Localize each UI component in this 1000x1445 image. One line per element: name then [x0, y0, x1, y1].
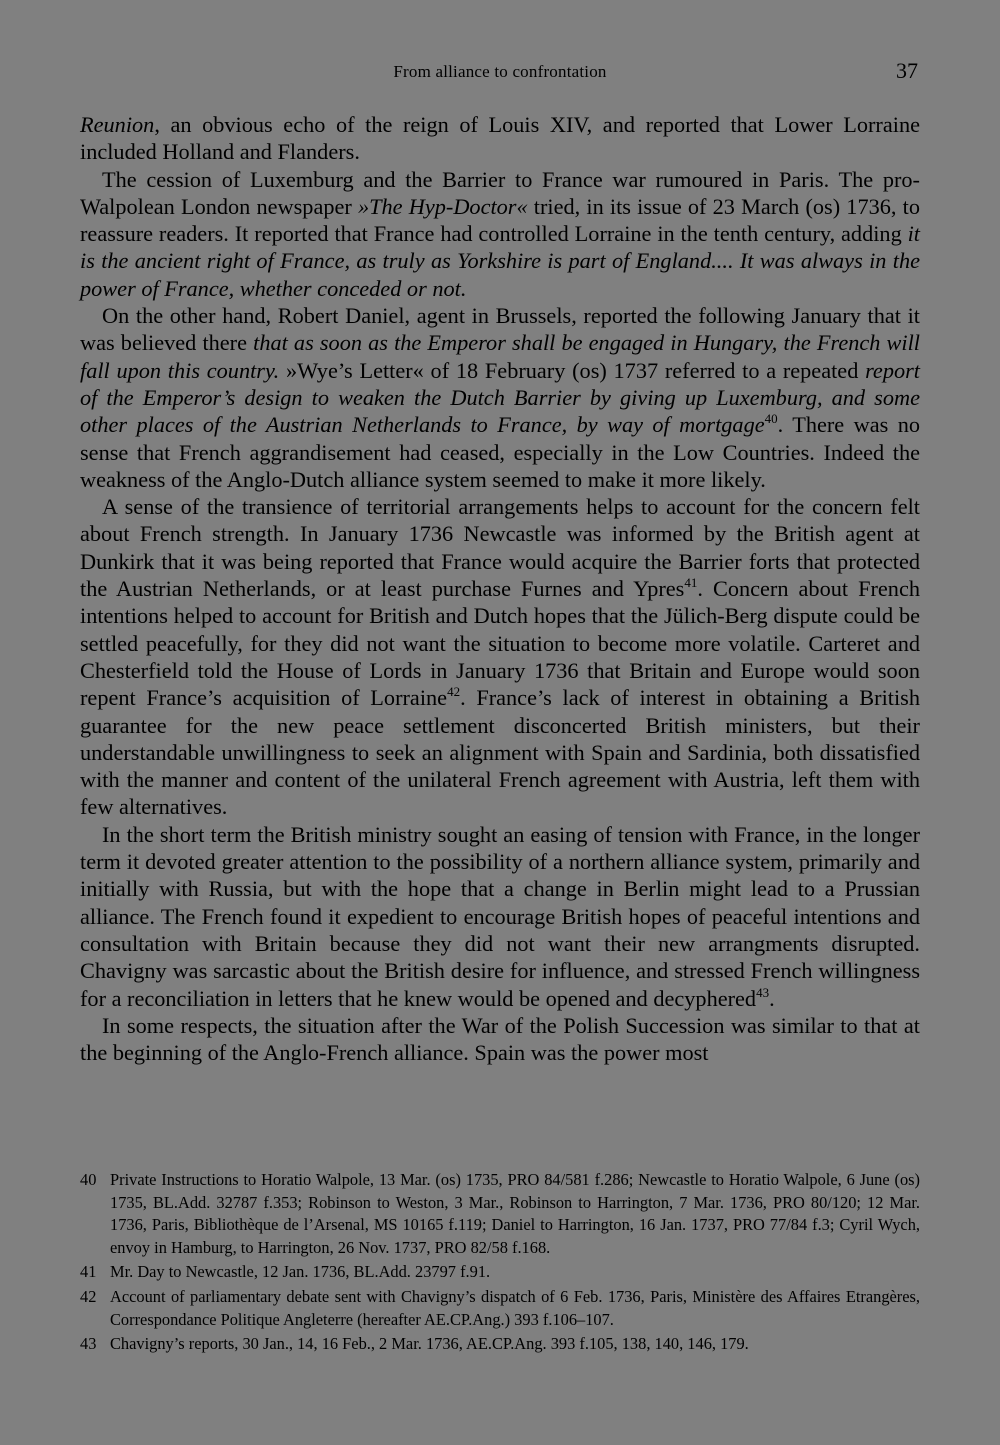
italic-text: »The Hyp-Doctor«: [357, 193, 528, 219]
footnote-text: Account of parliamentary debate sent with Chavigny’s dispatch of 6 Feb. 1736, Paris, Ministère des Affaires Etrangères, Correspondance Politique Angleterre (hereafter AE.CP.Ang.) 393 f.106–107.: [110, 1286, 920, 1329]
footnote: [80, 1261, 920, 1284]
footnote-number: 42: [80, 1286, 97, 1306]
text-run: A sense of the transience of territorial arrangements helps to account for the concern felt about French strength. In January 1736 Newcastle was informed by the British agent at Dunkirk that it was being reported that France would acquire the Barrier forts that protected the Austrian Netherlands, or at least purchase Furnes and Ypres: [80, 494, 920, 602]
footnote-number: 43: [80, 1334, 97, 1354]
footnote-number: 41: [80, 1262, 97, 1282]
paragraph: [80, 166, 920, 302]
text-run: The cession of Luxemburg and the Barrier to France war rumoured in Paris. The pro-Walpolean London newspaper: [80, 166, 920, 219]
paragraph: [80, 1012, 920, 1067]
text-run: In the short term the British ministry sought an easing of tension with France, in the longer term it devoted greater attention to the possibility of a northern alliance system, primarily and initially with Russia, but with the hope that a change in Berlin might lead to a Prussian alliance. The French found it expedient to encourage British hopes of peaceful intentions and consultation with Britain because they did not want their new arrangments disrupted. Chavigny was sarcastic about the British desire for influence, and stressed French willingness for a reconciliation in letters that he knew would be opened and decyphered: [80, 821, 920, 1011]
footnote: [80, 1169, 920, 1259]
footnote-ref: 40: [764, 411, 778, 427]
footnotes: [80, 1169, 920, 1358]
text-run: tried, in its issue of 23 March (os) 1736, to reassure readers. It reported that France had controlled Lorraine in the tenth century, adding: [80, 193, 920, 247]
italic-text: report of the Emperor’s design to weaken the Dutch Barrier by giving up Luxemburg, and some other places of the Austrian Netherlands to France, by way of mortgage: [80, 357, 920, 438]
italic-text: it is the ancient right of France, as truly as Yorkshire is part of England.... It was always in the power of France, whether conceded or not.: [80, 221, 920, 301]
italic-text: that as soon as the Emperor shall be engaged in Hungary, the French will fall upon this country.: [80, 330, 920, 383]
footnote-text: Private Instructions to Horatio Walpole, 13 Mar. (os) 1735, PRO 84/581 f.286; Newcastle to Horatio Walpole, 6 June (os) 1735, BL.Add. 32787 f.353; Robinson to Weston, 3 Mar., Robinson to Harrington, 7 Mar. 1736, PRO 80/120; 12 Mar. 1736, Paris, Bibliothèque de l’Arsenal, MS 10165 f.119; Daniel to Harrington, 16 Jan. 1737, PRO 77/84 f.3; Cyril Wych, envoy in Hamburg, to Harrington, 26 Nov. 1737, PRO 82/58 f.168.: [110, 1170, 920, 1257]
paragraph: [80, 493, 920, 821]
body-text: [80, 111, 920, 1066]
text-run: . There was no sense that French aggrandisement had ceased, especially in the Low Countries. Indeed the weakness of the Anglo-Dutch alliance system seemed to make it more likely.: [80, 412, 920, 492]
text-run: In some respects, the situation after the War of the Polish Succession was similar to that at the beginning of the Anglo-French alliance. Spain was the power most: [80, 1012, 920, 1066]
text-run: . France’s lack of interest in obtaining a British guarantee for the new peace settlement disconcerted British ministers, but their understandable unwillingness to seek an alignment with Spain and Sardinia, both dissatisfied with the manner and content of the unilateral French agreement with Austria, left them with few alternatives.: [80, 685, 920, 820]
footnote-ref: 41: [684, 575, 698, 591]
paragraph: [80, 111, 920, 166]
footnote-ref: 43: [756, 984, 770, 1000]
page-header: [80, 58, 920, 92]
paragraph: [80, 302, 920, 493]
footnote-ref: 42: [447, 684, 461, 700]
text-run: , an obvious echo of the reign of Louis XIV, and reported that Lower Lorraine included Holland and Flanders.: [80, 112, 920, 165]
italic-text: Reunion: [80, 112, 155, 137]
text-run: On the other hand, Robert Daniel, agent in Brussels, reported the following January that it was believed there: [80, 303, 920, 356]
footnote-text: Chavigny’s reports, 30 Jan., 14, 16 Feb., 2 Mar. 1736, AE.CP.Ang. 393 f.105, 138, 140, 146, 179.: [110, 1334, 749, 1354]
running-title: From alliance to confrontation: [393, 62, 607, 81]
footnote-number: 40: [80, 1170, 97, 1189]
text-run: .: [769, 985, 775, 1011]
text-run: . Concern about French intentions helped to account for British and Dutch hopes that the Jülich-Berg dispute could be settled peacefully, for they did not want the situation to become more volatile. Carteret and Chesterfield told the House of Lords in January 1736 that Britain and Europe would soon repent France’s acquisition of Lorraine: [80, 576, 920, 711]
page-number: 37: [896, 58, 918, 83]
paragraph: [80, 821, 920, 1012]
footnote: [80, 1286, 920, 1331]
text-run: »Wye’s Letter« of 18 February (os) 1737 referred to a repeated: [279, 357, 866, 383]
footnote: [80, 1333, 920, 1356]
footnote-text: Mr. Day to Newcastle, 12 Jan. 1736, BL.Add. 23797 f.91.: [110, 1262, 491, 1282]
